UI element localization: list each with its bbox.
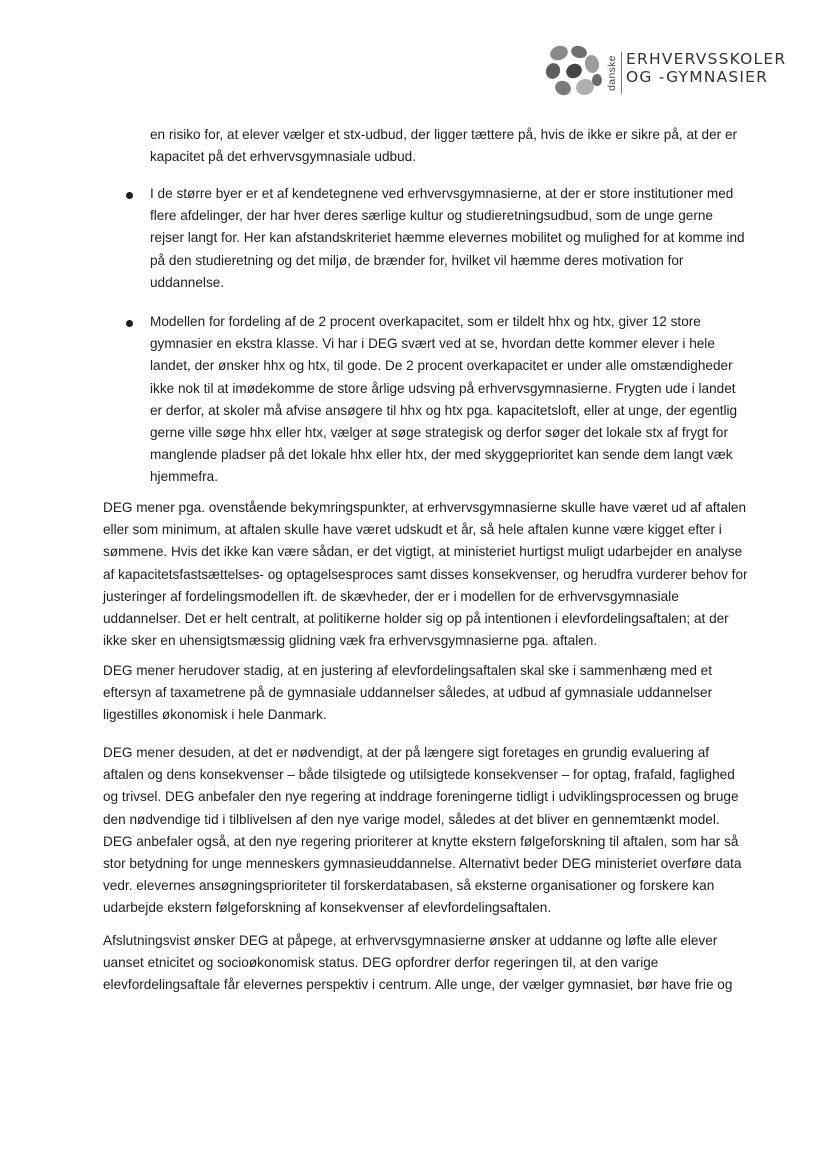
paragraph-closing: Afslutningsvist ønsker DEG at påpege, at erhvervsgymnasierne ønsker at uddanne og løfte alle elever uanset etnicitet og socioøkonomisk status. DEG opfordrer derfor regeringen til, at den varige elevfordelingsaftale får elevernes perspektiv i centrum. Alle unge, der vælger gymnasiet, bør have frie og	[103, 933, 733, 993]
organization-logo	[545, 44, 787, 104]
bullet-icon	[126, 320, 133, 327]
logo-line-1: ERHVERVSSKOLER	[626, 50, 787, 68]
logo-divider	[621, 52, 622, 94]
paragraph-evaluation: DEG mener desuden, at det er nødvendigt, at der på længere sigt foretages en grundig evaluering af aftalen og dens konsekvenser – både tilsigtede og utilsigtede konsekvenser – for optag, frafald, faglighed og trivsel. DEG anbefaler den nye regering at inddrage foreningerne tidligt i udviklingsprocessen og bruge den nødvendige tid i tilblivelsen af den nye varige model, således at det bliver en gennemtænkt model. DEG anbefaler også, at den nye regering prioriterer at knytte ekstern følgeforskning til aftalen, som har så stor betydning for unge menneskers gymnasieuddannelse. Alternativt beder DEG ministeriet overføre data vedr. elevernes ansøgningsprioriteter til forskerdatabasen, så eksterne organisationer og forskere kan udarbejde ekstern følgeforskning af konsekvenser af elevfordelingsaftalen.	[103, 745, 742, 916]
logo-vertical-text: danske	[606, 55, 619, 91]
logo-line-2: OG -GYMNASIER	[626, 68, 769, 86]
logo-vertical-label	[605, 50, 619, 96]
stones-logo-icon	[545, 44, 607, 102]
bullet-item-2: Modellen for fordeling af de 2 procent overkapacitet, som er tildelt hhx og htx, giver 12 store gymnasier en ekstra klasse. Vi har i DEG svært ved at se, hvordan dette kommer elever i hele landet, der ønsker hhx og htx, til gode. De 2 procent overkapacitet er under alle omstændigheder ikke nok til at imødekomme de store årlige udsving på erhvervsgymnasierne. Frygten ude i landet er derfor, at skoler må afvise ansøgere til hhx og htx pga. kapacitetsloft, eller at unge, der egentlig gerne ville søge hhx eller htx, vælger at søge strategisk og derfor søger det lokale stx af frygt for manglende pladser på det lokale hhx eller htx, der med skyggeprioritet kan sende dem langt væk hjemmefra.	[150, 314, 738, 485]
paragraph-concerns: DEG mener pga. ovenstående bekymringspunkter, at erhvervsgymnasierne skulle have været ud af aftalen eller som minimum, at aftalen skulle have været udskudt et år, så hele aftalen kunne være kigget efter i sømmene. Hvis det ikke kan være sådan, er det vigtigt, at ministeriet hurtigst muligt udarbejder en analyse af kapacitetsfastsættelses- og optagelsesproces samt disses konsekvenser, og herudfra vurderer behov for justeringer af fordelingsmodellen ift. de skævheder, der er i modellen for de erhvervsgymnasiale uddannelser. Det er helt centralt, at politikerne holder sig op på intentionen i elevfordelingsaftalen; at der ikke sker en uhensigtsmæssig glidning væk fra erhvervsgymnasierne pga. aftalen.	[103, 500, 748, 649]
intro-continuation-text: en risiko for, at elever vælger et stx-udbud, der ligger tættere på, hvis de ikke er sikre på, at der er kapacitet på det erhvervsgymnasiale udbud.	[150, 127, 738, 165]
bullet-item-1: I de større byer er et af kendetegnene ved erhvervsgymnasierne, at der er store institutioner med flere afdelinger, der har hver deres særlige kultur og studieretningsudbud, som de unge gerne rejser langt for. Her kan afstandskriteriet hæmme elevernes mobilitet og mulighed for at komme ind på den studieretning og det miljø, de brænder for, hvilket vil hæmme deres motivation for uddannelse.	[150, 186, 745, 290]
bullet-icon	[126, 192, 133, 199]
paragraph-taxameter: DEG mener herudover stadig, at en justering af elevfordelingsaftalen skal ske i sammenhæng med et eftersyn af taxametrene på de gymnasiale uddannelser således, at udbud af gymnasiale uddannelser ligestilles økonomisk i hele Danmark.	[103, 663, 713, 723]
logo-wordmark	[626, 50, 786, 86]
